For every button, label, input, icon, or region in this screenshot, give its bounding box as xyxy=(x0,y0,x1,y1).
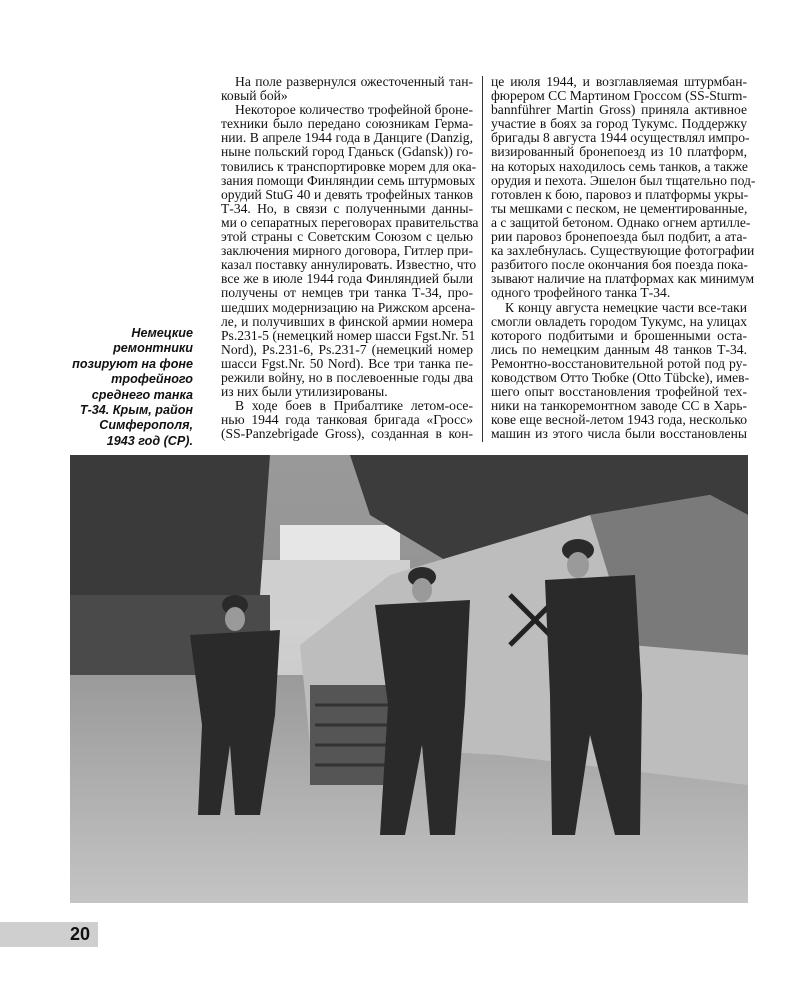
text-line: заключения мирного договора, Гитлер при- xyxy=(221,243,473,259)
text-line: зания помощи Финляндии семь штурмовых xyxy=(221,172,476,188)
text-line: все же в июле 1944 года Финляндией были xyxy=(221,271,473,287)
text-line: из них были утилизированы. xyxy=(221,384,388,400)
photo-caption xyxy=(40,326,193,449)
text-line: смогли овладеть городом Тукумс, на улицах xyxy=(491,313,747,329)
text-line: орудия и пехота. Эшелон был тщательно под- xyxy=(491,172,756,188)
text-line: ка захлебнулась. Существующие фотографии xyxy=(491,243,755,259)
caption-line: среднего танка xyxy=(91,387,193,402)
text-line: К концу августа немецкие части все-таки xyxy=(505,299,747,315)
text-column-left xyxy=(221,74,479,442)
text-column-right xyxy=(491,74,756,442)
text-line: бригады 8 августа 1944 осуществлял импро- xyxy=(491,130,750,146)
text-line: техники было передано союзникам Герма- xyxy=(221,116,473,132)
text-line: Ремонтно-восстановительной ротой под ру- xyxy=(491,355,747,371)
caption-line: Симферополя, xyxy=(99,418,193,433)
text-line: шасси Fgst.Nr. 50 Nord). Все три танка пе- xyxy=(221,355,473,371)
caption-line: 1943 год (СР). xyxy=(106,433,193,448)
text-line: товились к транспортировке морем для ока- xyxy=(221,158,477,174)
text-line: Nord), Ps.231-6, Ps.231-7 (немецкий номер xyxy=(221,341,473,357)
text-line: Некоторое количество трофейной броне- xyxy=(235,102,473,118)
text-line: В ходе боев в Прибалтике летом-осе- xyxy=(235,398,473,414)
page-number: 20 xyxy=(69,924,90,944)
text-line: одного трофейного танка Т-34. xyxy=(491,285,671,301)
text-line: нью 1944 года танковая бригада «Гросс» xyxy=(221,412,473,428)
text-line: машин из этого числа были восстановлены xyxy=(491,426,747,442)
text-line: режили войну, но в послевоенные годы два xyxy=(221,369,473,385)
text-line: (SS-Panzebrigade Gross), созданная в кон- xyxy=(221,426,473,442)
text-line: а с защитой бетоном. Однако огнем артилле- xyxy=(491,214,751,230)
page-number-bar xyxy=(0,922,98,947)
text-line: лись по немецким данным 48 танков Т-34. xyxy=(491,341,747,357)
text-line: Т-34. Но, в связи с полученными данны- xyxy=(221,200,473,216)
caption-line: Т-34. Крым, район xyxy=(79,403,193,418)
text-line: казал поставку аннулировать. Известно, что xyxy=(221,257,477,273)
text-line: шедших модернизацию на Рижском арсена- xyxy=(221,299,476,315)
text-line: орудий StuG 40 и девять трофейных танков xyxy=(221,186,473,202)
text-line: ми о сепаратных переговорах правительства xyxy=(221,214,479,230)
text-line: ковый бой» xyxy=(221,88,288,104)
text-line: участие в боях за город Тукумс. Поддержку xyxy=(491,116,747,132)
text-line: фюрером СС Мартином Гроссом (SS-Sturm- xyxy=(491,88,747,104)
text-line: получены от немцев три танка Т-34, про- xyxy=(221,285,473,301)
text-line: На поле развернулся ожесточенный тан- xyxy=(235,74,473,89)
text-line: Ps.231-5 (немецкий номер шасси Fgst.Nr. 51 xyxy=(221,327,476,343)
text-line: ныне польский город Гданьск (Gdansk)) го- xyxy=(221,144,473,160)
column-divider xyxy=(482,76,483,442)
caption-line: Немецкие xyxy=(131,326,193,340)
text-line: этой страны с Советским Союзом с целью xyxy=(221,229,473,245)
text-line: ники на танкоремонтном заводе СС в Харь- xyxy=(491,398,747,414)
text-line: ле, и получивших в финской армии номера xyxy=(221,313,473,329)
text-line: кове еще весной-летом 1943 года, несколько xyxy=(491,412,748,428)
text-line: це июля 1944, и возглавляемая штурмбан- xyxy=(491,74,747,89)
text-line: нии. В апреле 1944 года в Данциге (Danzig, xyxy=(221,130,473,146)
text-line: bannführer Martin Gross) приняла активное xyxy=(491,102,747,118)
text-line: зывают наличие на платформах как минимум xyxy=(491,271,755,287)
text-line: рии паровоз бронепоезда был подбит, а ата- xyxy=(491,229,747,245)
text-line: на которых находилось семь танков, а также xyxy=(491,158,748,174)
text-line: ты мешками с песком, не цементированные, xyxy=(491,200,748,216)
text-line: которого подбитыми и брошенными оста- xyxy=(491,327,747,343)
text-line: ководством Отто Тюбке (Otto Tübcke), имев- xyxy=(491,369,750,385)
text-line: визированный бронепоезд из 10 платформ, xyxy=(491,144,747,160)
caption-line: позируют на фоне xyxy=(72,356,193,371)
caption-line: трофейного xyxy=(111,372,193,387)
caption-line: ремонтники xyxy=(113,341,193,356)
text-line: готовлен к бою, паровоз и платформы укры- xyxy=(491,186,749,202)
text-line: шего опыт восстановления трофейной тех- xyxy=(491,384,747,400)
photo-german-mechanics-t34 xyxy=(70,455,748,903)
text-line: разбитого после окончания боя поезда пока- xyxy=(491,257,748,273)
